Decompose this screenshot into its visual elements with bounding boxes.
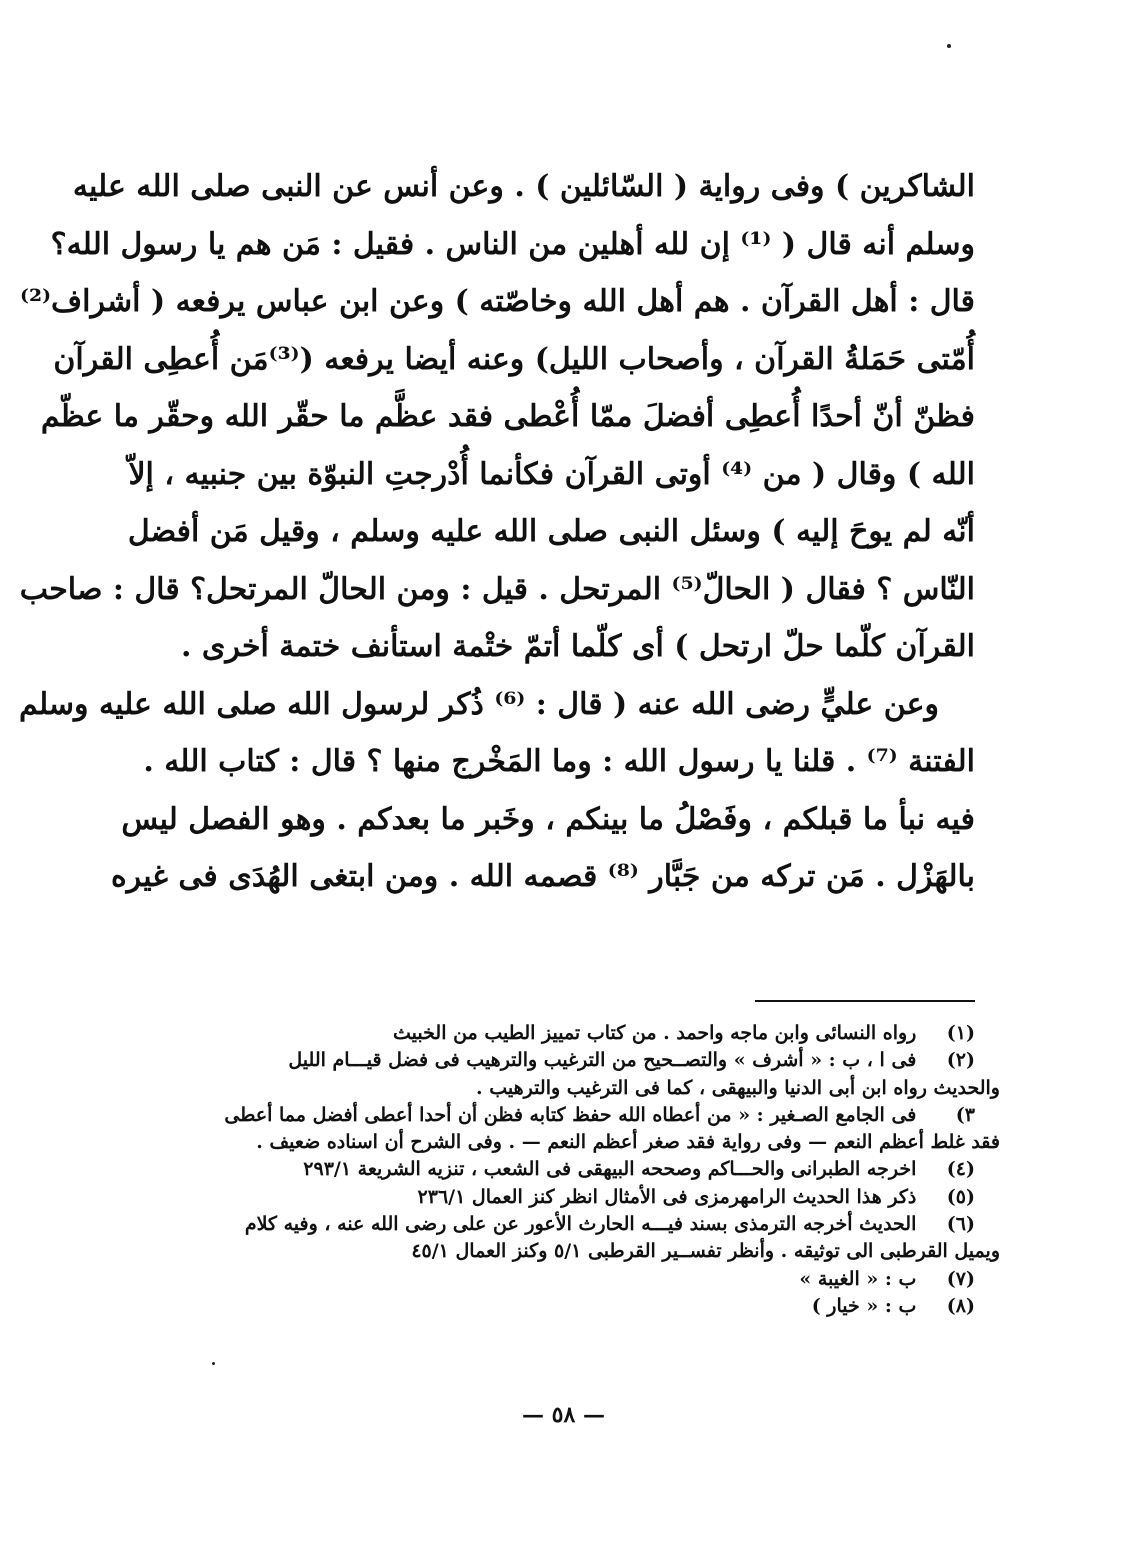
footnote (130, 1266, 975, 1293)
footnote-text: والحديث رواه ابن أبى الدنيا والبيهقى ، كما فى الترغيب والترهيب . (476, 1076, 1000, 1099)
text-line: الله ) وقال ( من ⁽⁴⁾ أوتى القرآن فكأنما أُدْرجتِ النبوّة بين جنبيه ، إلاّ (128, 456, 975, 492)
footnote-text: الحديث أخرجه الترمذى بسند فيـــه الحارث الأعور عن على رضى الله عنه ، وفيه كلام (244, 1213, 917, 1236)
main-text (19, 158, 975, 906)
footnote-text: ب : « خيار ) (811, 1294, 917, 1317)
text-line: القرآن كلّما حلّ ارتحل ) أى كلّما أتمّ ختْمة استأنف ختمة أخرى . (181, 629, 975, 664)
text-line: الفتنة ⁽⁷⁾ . قلنا يا رسول الله : وما المَخْرج منها ؟ قال : كتاب الله . (143, 744, 975, 779)
footnote-divider (755, 1000, 975, 1002)
page-number: — ٥٨ — (522, 1402, 605, 1428)
footnotes (130, 1020, 1000, 1320)
scan-speck (212, 1362, 215, 1365)
text-line: أنّه لم يوحَ إليه ) وسئل النبى صلى الله عليه وسلم ، وقيل مَن أفضل (127, 514, 975, 549)
footnote (130, 1102, 975, 1129)
footnote-text: ذكر هذا الحديث الرامهرمزى فى الأمثال انظر كنز العمال ٢٣٦/١ (417, 1185, 917, 1208)
text-line: بالهَزْل . مَن تركه من جَبَّار ⁽⁸⁾ قصمه الله . ومن ابتغى الهُدَى فى غيره (110, 859, 975, 894)
footnote-marker: (٦) (946, 1213, 975, 1236)
footnote-text: اخرجه الطبرانى والحـــاكم وصححه البيهقى فى الشعب ، تنزيه الشريعة ٢٩٣/١ (303, 1158, 917, 1181)
text-line: قال : أهل القرآن . هم أهل الله وخاصّته ) وعن ابن عباس يرفعه ( أشراف⁽²⁾ (20, 284, 975, 319)
footnote-continuation (130, 1238, 1000, 1265)
footnote-text: رواه النسائى وابن ماجه واحمد . من كتاب تمييز الطيب من الخبيث (393, 1022, 917, 1044)
footnote-marker: (١) (946, 1022, 975, 1044)
text-line: فظنّ أنّ أحدًا أُعطِى أفضلَ ممّا أُعْطى فقد عظَّم ما حقّر الله وحقّر ما عظّم (40, 399, 975, 434)
footnote (130, 1156, 975, 1183)
footnote (130, 1211, 975, 1238)
text-line: وعن عليٍّ رضى الله عنه ( قال : ⁽⁶⁾ ذُكر لرسول الله صلى الله عليه وسلم (19, 686, 939, 722)
footnote-text: ب : « الغيبة » (799, 1267, 917, 1290)
text-line: وسلم أنه قال ( ⁽¹⁾ إن لله أهلين من الناس . فقيل : مَن هم يا رسول الله؟ (50, 226, 975, 262)
footnote (130, 1184, 975, 1211)
text-line: الشاكرين ) وفى رواية ( السّائلين ) . وعن أنس عن النبى صلى الله عليه (72, 169, 975, 204)
text-line: فيه نبأ ما قبلكم ، وفَصْلُ ما بينكم ، وخَبر ما بعدكم . وهو الفصل ليس (121, 801, 975, 837)
footnote-text: فى ا ، ب : « أشرف » والتصــحيح من الترغيب والترهيب فى فضل قيـــام الليل (288, 1049, 917, 1072)
footnote-marker: ٣) (955, 1103, 975, 1126)
footnote (130, 1020, 975, 1047)
text-line: النّاس ؟ فقال ( الحالّ⁽⁵⁾ المرتحل . قيل : ومن الحالّ المرتحل؟ قال : صاحب (19, 571, 975, 607)
footnote-marker: (٥) (946, 1185, 975, 1208)
footnote (130, 1047, 975, 1074)
footnote (130, 1293, 975, 1320)
footnote-marker: (٨) (946, 1294, 975, 1317)
footnote-marker: (٤) (946, 1158, 975, 1181)
footnote-continuation (130, 1075, 1000, 1102)
footnote-continuation (130, 1129, 1000, 1156)
footnote-text: ويميل القرطبى الى توثيقه . وأنظر تفســير القرطبى ٥/١ وكنز العمال ٤٥/١ (411, 1240, 1000, 1263)
footnote-text: فقد غلط أعظم النعم — وفى رواية فقد صغر أعظم النعم — . وفى الشرح أن اسناده ضعيف . (256, 1131, 1000, 1154)
footnote-marker: (٧) (946, 1267, 975, 1290)
text-line: أُمّتى حَمَلةُ القرآن ، وأصحاب الليل) وعنه أيضا يرفعه (⁽³⁾مَن أُعطِى القرآن (53, 341, 975, 377)
footnote-marker: (٢) (946, 1049, 975, 1072)
scan-speck (947, 44, 951, 48)
footnote-text: فى الجامع الصـغير : « من أعطاه الله حفظ كتابه فظن أن أحدا أعطى أفضل مما أعطى (224, 1103, 917, 1126)
